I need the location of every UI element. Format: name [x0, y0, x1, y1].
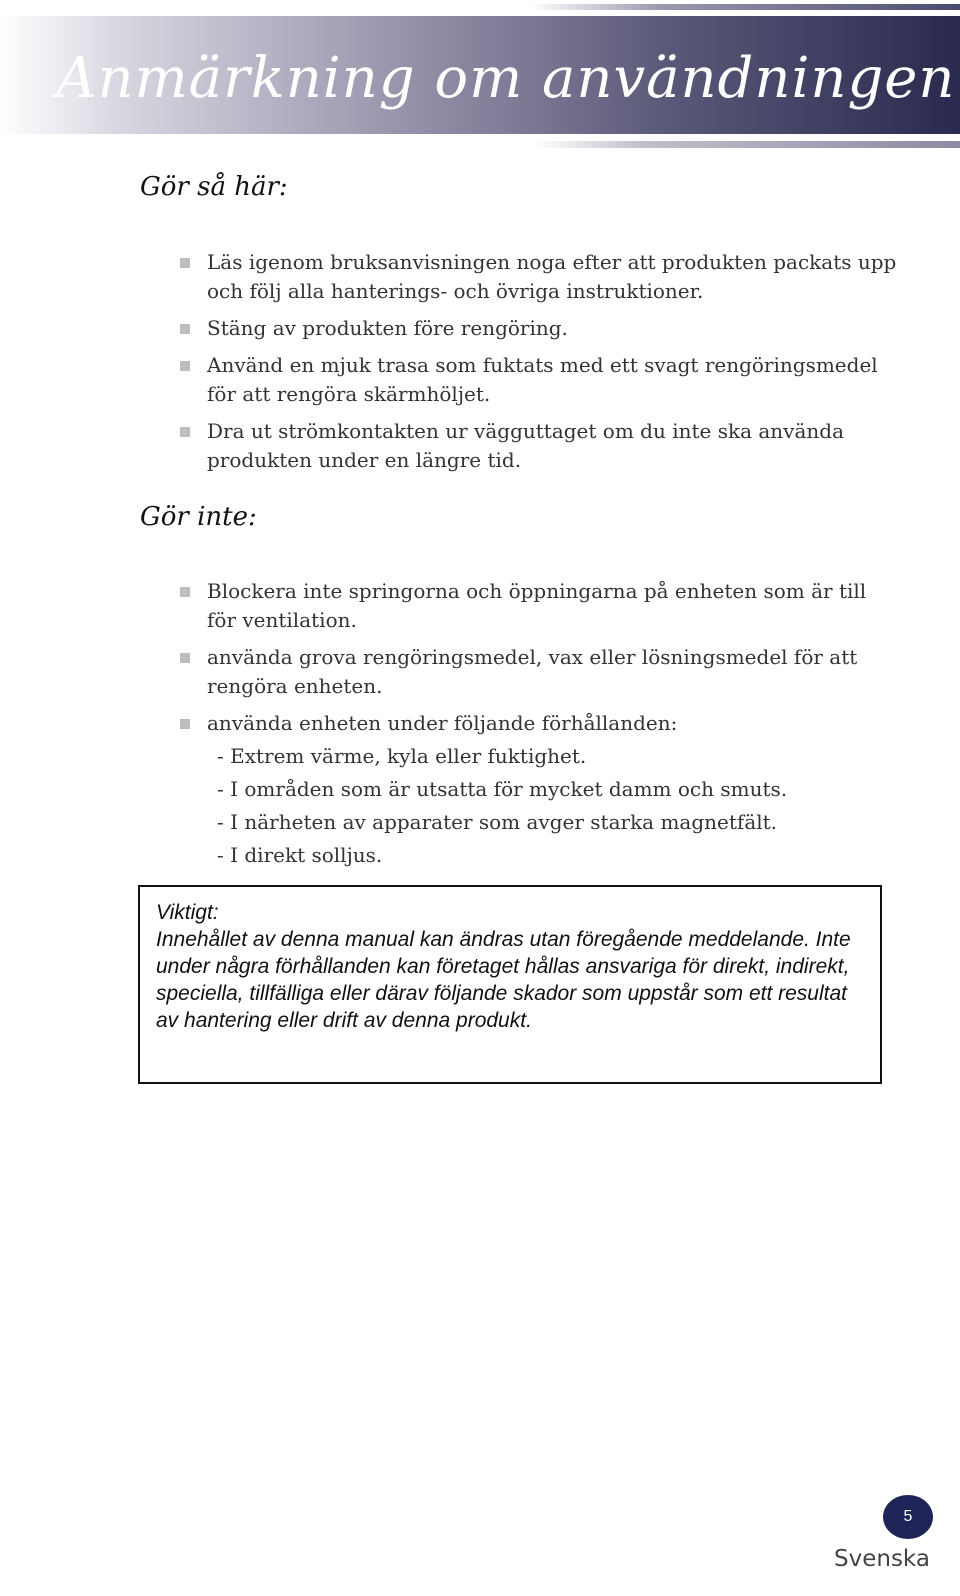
- list-item: [180, 643, 900, 701]
- condition-item: - I direkt solljus.: [217, 843, 383, 867]
- square-bullet-icon: [180, 427, 190, 437]
- list-item-text: Blockera inte springorna och öppningarna på enheten som är till för ventilation.: [207, 579, 867, 632]
- do-heading: Gör så här:: [140, 172, 288, 202]
- header-decor-line-top: [530, 4, 960, 10]
- list-item: [180, 417, 900, 475]
- condition-item: - I närheten av apparater som avger starka magnetfält.: [217, 810, 778, 834]
- title-banner: [0, 16, 960, 134]
- square-bullet-icon: [180, 324, 190, 334]
- list-item: [180, 709, 900, 870]
- page-number-badge: 5: [883, 1495, 933, 1539]
- dont-heading: Gör inte:: [140, 502, 257, 532]
- list-item-text: använda grova rengöringsmedel, vax eller lösningsmedel för att rengöra enheten.: [207, 645, 858, 698]
- notice-label: Viktigt:: [156, 901, 219, 924]
- list-item: [180, 314, 900, 343]
- list-item: [180, 248, 900, 306]
- square-bullet-icon: [180, 719, 190, 729]
- list-item-text: Läs igenom bruksanvisningen noga efter att produkten packats upp och följ alla hanterings- och övriga instruktioner.: [207, 250, 897, 303]
- conditions-list: [217, 742, 900, 870]
- list-item-text: använda enheten under följande förhållanden:: [207, 711, 678, 735]
- important-notice-box: [138, 885, 882, 1084]
- list-item-text: Stäng av produkten före rengöring.: [207, 316, 568, 340]
- square-bullet-icon: [180, 587, 190, 597]
- do-list: [180, 248, 900, 483]
- square-bullet-icon: [180, 258, 190, 268]
- list-item: [180, 577, 900, 635]
- notice-text: Innehållet av denna manual kan ändras utan föregående meddelande. Inte under några förhållanden kan företaget hållas ansvariga för direkt, indirekt, speciella, tillfälliga eller därav följande skador som uppstår som ett resultat av hantering eller drift av denna produkt.: [156, 928, 851, 1032]
- condition-item: - I områden som är utsatta för mycket damm och smuts.: [217, 777, 788, 801]
- dont-list: [180, 577, 900, 878]
- page-title: Anmärkning om användningen: [56, 46, 956, 111]
- header-decor-line-bottom: [535, 141, 960, 148]
- list-item-text: Dra ut strömkontakten ur vägguttaget om du inte ska använda produkten under en längre tid.: [207, 419, 845, 472]
- condition-item: - Extrem värme, kyla eller fuktighet.: [217, 744, 587, 768]
- language-label: Svenska: [834, 1546, 930, 1572]
- square-bullet-icon: [180, 653, 190, 663]
- square-bullet-icon: [180, 361, 190, 371]
- list-item: [180, 351, 900, 409]
- list-item-text: Använd en mjuk trasa som fuktats med ett svagt rengöringsmedel för att rengöra skärmhöljet.: [207, 353, 878, 406]
